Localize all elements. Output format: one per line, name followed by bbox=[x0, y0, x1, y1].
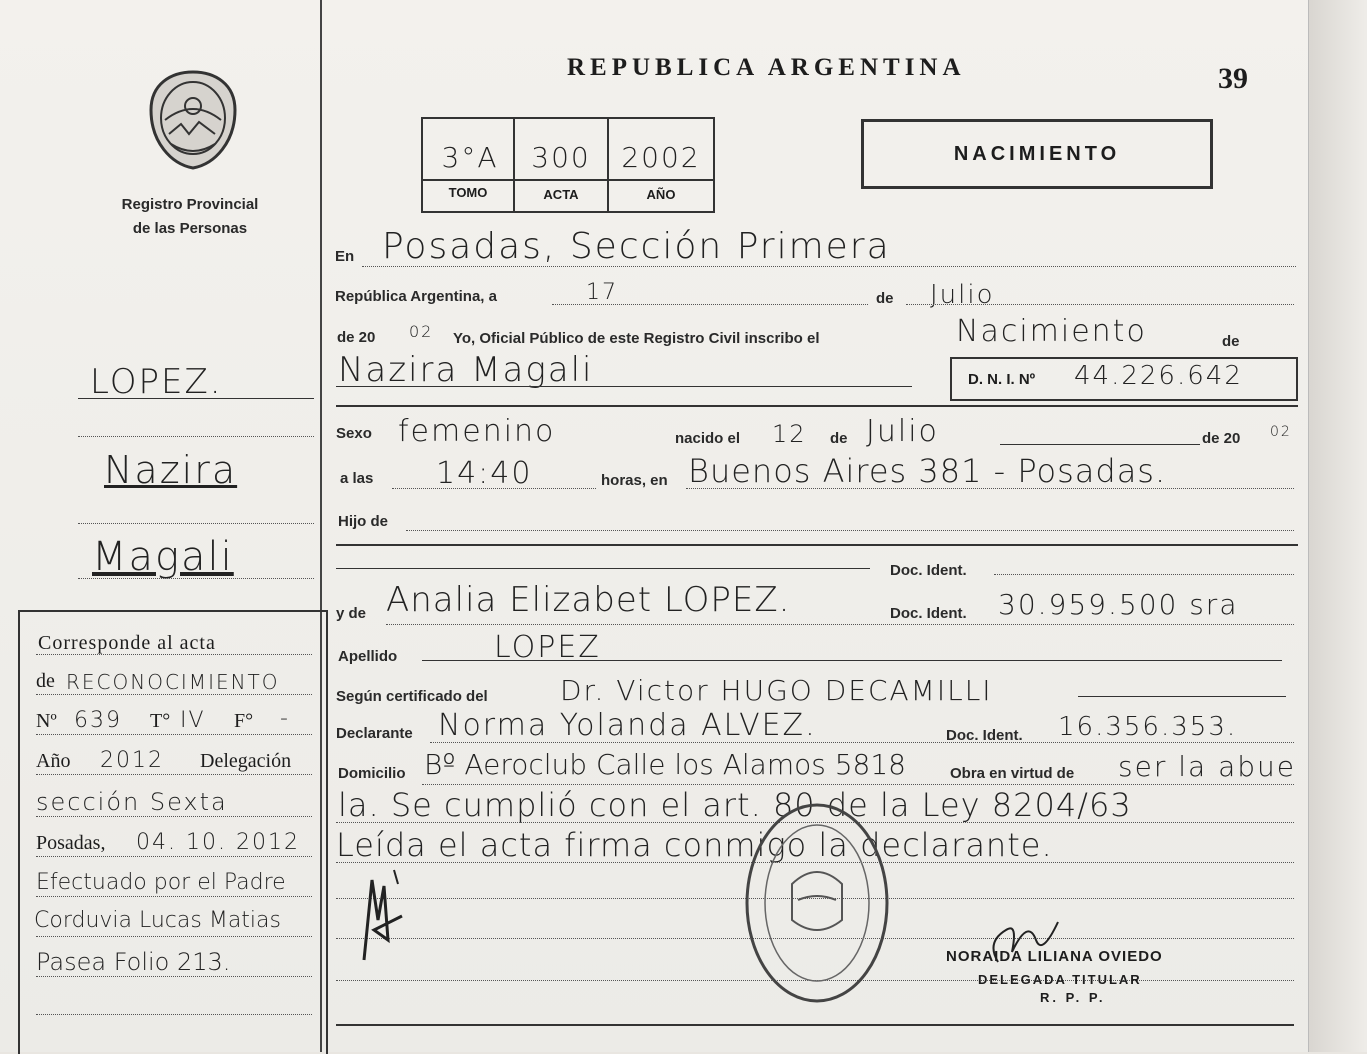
en-label: En bbox=[335, 248, 355, 265]
annotation-tomo: IV bbox=[180, 708, 206, 733]
certificate-type-box: NACIMIENTO bbox=[861, 119, 1213, 189]
annotation-num: 639 bbox=[74, 708, 122, 733]
de-label: de bbox=[876, 290, 894, 307]
act-type: Nacimiento bbox=[956, 314, 1147, 349]
annotation-line8: Corduvia Lucas Matias bbox=[34, 908, 281, 933]
mother-name: Analia Elizabet LOPEZ. bbox=[386, 580, 791, 620]
surname: LOPEZ. bbox=[90, 362, 223, 402]
sexo-value: femenino bbox=[398, 414, 556, 449]
initials-signature-icon bbox=[344, 860, 414, 970]
annotation-num-label: Nº bbox=[36, 710, 57, 732]
mother-doc: 30.959.500 sra bbox=[998, 588, 1239, 621]
note-line-1: la. Se cumplió con el art. 80 de la Ley 8204/63 bbox=[338, 786, 1132, 824]
birth-place: Buenos Aires 381 - Posadas. bbox=[688, 452, 1167, 490]
binding-edge bbox=[1308, 0, 1367, 1052]
child-name: Nazira Magali bbox=[338, 350, 594, 390]
domicilio-label: Domicilio bbox=[338, 765, 406, 782]
declarante-value: Norma Yolanda ALVEZ. bbox=[438, 708, 817, 743]
tomo-value: 3°A bbox=[441, 141, 499, 174]
signatory-name: NORAIDA LILIANA OVIEDO bbox=[946, 948, 1163, 965]
dni-value: 44.226.642 bbox=[1074, 361, 1243, 391]
ano-label: AÑO bbox=[646, 187, 676, 202]
birth-year-label: de 20 bbox=[1202, 430, 1241, 447]
page-number: 39 bbox=[1218, 62, 1248, 95]
registration-month: Julio bbox=[930, 280, 995, 310]
de-label-3: de bbox=[830, 430, 848, 447]
registry-name: Registro Provincial de las Personas bbox=[121, 196, 259, 237]
annotation-folio-label: F° bbox=[234, 710, 254, 732]
country-title: REPUBLICA ARGENTINA bbox=[567, 54, 966, 81]
annotation-year-label: Año bbox=[36, 750, 71, 772]
annotation-date: 04. 10. 2012 bbox=[136, 830, 300, 855]
acta-value: 300 bbox=[531, 141, 591, 174]
annotation-act-type: RECONOCIMIENTO bbox=[66, 670, 280, 694]
obra-label: Obra en virtud de bbox=[950, 765, 1075, 782]
y-de-label: y de bbox=[336, 605, 367, 622]
second-name: Magali bbox=[92, 534, 234, 580]
annotation-line1: Corresponde al acta bbox=[38, 632, 216, 654]
dni-label: D. N. I. Nº bbox=[968, 371, 1036, 388]
annotation-line7: Efectuado por el Padre bbox=[36, 870, 286, 895]
doc-ident-label-3: Doc. Ident. bbox=[946, 727, 1023, 744]
official-seal-icon bbox=[742, 800, 892, 1006]
nacido-label: nacido el bbox=[675, 430, 741, 447]
declarante-label: Declarante bbox=[336, 725, 413, 742]
acta-label: ACTA bbox=[543, 187, 579, 202]
annotation-place-label: Posadas, bbox=[36, 832, 106, 854]
first-name: Nazira bbox=[104, 448, 238, 492]
tomo-label: TOMO bbox=[448, 185, 488, 200]
annotation-year: 2012 bbox=[100, 748, 164, 773]
de-label-2: de bbox=[1222, 333, 1240, 350]
signatory-org: R. P. P. bbox=[1040, 990, 1106, 1005]
certificado-value: Dr. Victor HUGO DECAMILLI bbox=[560, 674, 993, 707]
signatory-title: DELEGADA TITULAR bbox=[978, 972, 1142, 987]
annotation-delegacion-label: Delegación bbox=[200, 750, 292, 772]
annotation-line2-prefix: de bbox=[36, 670, 55, 692]
declarante-doc: 16.356.353. bbox=[1058, 712, 1238, 742]
official-statement: Yo, Oficial Público de este Registro Civil inscribo el bbox=[453, 330, 820, 347]
sexo-label: Sexo bbox=[336, 425, 372, 442]
annotation-tomo-label: T° bbox=[150, 710, 171, 732]
birth-day: 12 bbox=[772, 420, 807, 448]
doc-ident-label-1: Doc. Ident. bbox=[890, 562, 967, 579]
certificado-label: Según certificado del bbox=[336, 688, 488, 705]
horas-label: horas, en bbox=[601, 472, 668, 489]
ano-value: 2002 bbox=[621, 141, 701, 174]
doc-ident-label-2: Doc. Ident. bbox=[890, 605, 967, 622]
year-prefix: de 20 bbox=[337, 329, 376, 346]
registration-year-suffix: 02 bbox=[409, 322, 434, 341]
dni-box bbox=[950, 357, 1298, 401]
annotation-section: sección Sexta bbox=[36, 788, 228, 816]
note-line-2: Leída el acta firma conmigo la declarante. bbox=[336, 826, 1053, 864]
apellido-value: LOPEZ bbox=[494, 630, 601, 665]
republica-label: República Argentina, a bbox=[335, 288, 497, 305]
registration-place: Posadas, Sección Primera bbox=[382, 226, 891, 267]
annotation-folio: - bbox=[280, 706, 290, 731]
obra-value: ser la abue bbox=[1118, 750, 1296, 783]
hijo-label: Hijo de bbox=[338, 513, 389, 530]
seal-text bbox=[760, 1030, 790, 1031]
birth-year: 02 bbox=[1270, 424, 1292, 440]
registration-day: 17 bbox=[586, 280, 618, 305]
registry-box bbox=[421, 117, 715, 213]
birth-month: Julio bbox=[866, 414, 939, 449]
a-las-label: a las bbox=[340, 470, 374, 487]
apellido-label: Apellido bbox=[338, 648, 398, 665]
annotation-line9: Pasea Folio 213. bbox=[36, 948, 231, 976]
provincial-emblem-icon bbox=[145, 68, 241, 172]
domicilio-value: Bº Aeroclub Calle los Alamos 5818 bbox=[424, 748, 906, 781]
birth-time: 14:40 bbox=[436, 456, 533, 491]
